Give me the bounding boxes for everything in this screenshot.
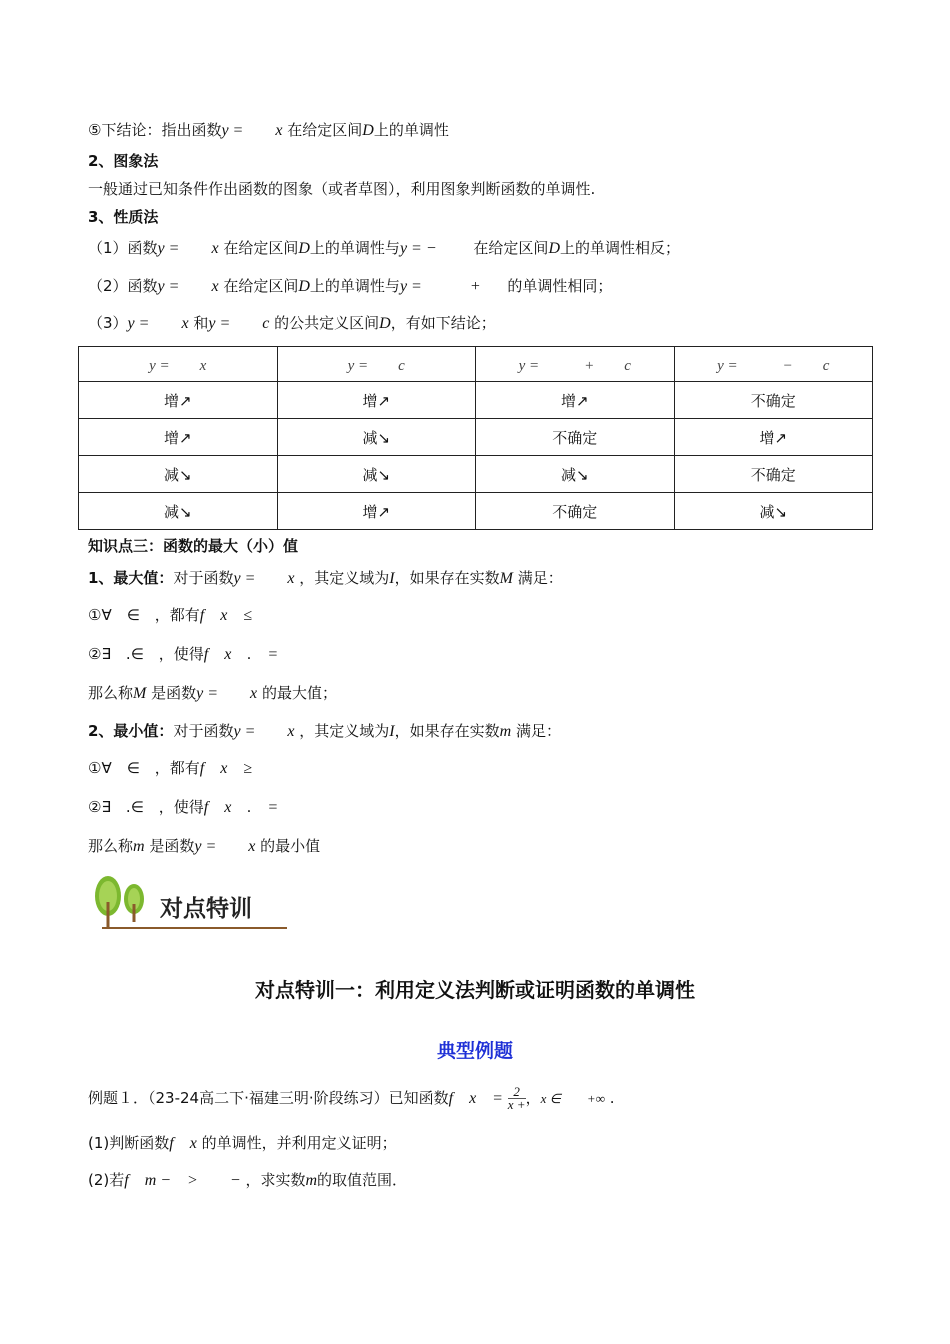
p1-b: 上的单调性与 bbox=[309, 239, 400, 257]
p3-c: ，有如下结论； bbox=[390, 314, 496, 332]
p1-d: D bbox=[298, 240, 310, 257]
step5-line bbox=[88, 120, 449, 141]
table-row bbox=[79, 382, 873, 419]
max-title: 1、最大值： bbox=[88, 569, 174, 587]
ex1-end: . bbox=[609, 1089, 615, 1107]
p2-a: 在给定区间 bbox=[223, 277, 299, 295]
table-cell: 减↘ bbox=[79, 456, 278, 493]
section-heading: 对点特训一：利用定义法判断或证明函数的单调性 bbox=[255, 978, 695, 1002]
min-c1-math: f x ≥ bbox=[199, 760, 253, 777]
p1-c: 在给定区间 bbox=[473, 239, 549, 257]
p2-b: 上的单调性与 bbox=[309, 277, 400, 295]
min-c2-math: f x . = bbox=[203, 799, 279, 816]
table-header: y = x bbox=[79, 347, 278, 382]
table-cell: 减↘ bbox=[79, 493, 278, 530]
step5-math: y = x bbox=[221, 122, 283, 139]
table-row bbox=[79, 456, 873, 493]
q1-b: 的单调性，并利用定义证明； bbox=[201, 1134, 397, 1152]
step5-b: 上的单调性 bbox=[373, 121, 449, 139]
interval-d: D bbox=[362, 122, 374, 139]
min-b: ，其定义域为 bbox=[299, 722, 390, 740]
min-a: 对于函数 bbox=[173, 722, 234, 740]
max-def bbox=[88, 568, 563, 589]
min-e: 那么称 bbox=[88, 837, 134, 855]
ex1-numerator: 2 bbox=[508, 1086, 526, 1099]
min-cond-1 bbox=[88, 758, 252, 779]
max-cond-2 bbox=[88, 644, 278, 665]
q1-math: f x bbox=[169, 1135, 197, 1152]
p3-lead: （3） bbox=[88, 314, 128, 332]
max-math: y = x bbox=[233, 570, 295, 587]
ex1-comma: ， bbox=[525, 1089, 541, 1107]
max-f: 是函数 bbox=[151, 684, 197, 702]
question-1 bbox=[88, 1133, 397, 1154]
s2-title: 2、图象法 bbox=[88, 152, 159, 170]
max-conclusion bbox=[88, 683, 337, 704]
max-c1: ①∀ ∈ ，都有 bbox=[88, 606, 200, 624]
p3-math1: y = x bbox=[127, 315, 189, 332]
q2-c: 的取值范围． bbox=[317, 1171, 408, 1189]
min-cond-2 bbox=[88, 797, 278, 818]
p1-lead: （1）函数 bbox=[88, 239, 158, 257]
table-row bbox=[79, 493, 873, 530]
step5-text: ⑤下结论：指出函数 bbox=[88, 121, 222, 139]
min-f: 是函数 bbox=[149, 837, 195, 855]
p1-d2: D bbox=[548, 240, 560, 257]
p3-math2: y = c bbox=[208, 315, 270, 332]
table-cell: 增↗ bbox=[674, 419, 873, 456]
max-c2: ②∃ .∈ ，使得 bbox=[88, 645, 204, 663]
min-m2: m bbox=[133, 838, 145, 855]
min-d: 满足： bbox=[515, 722, 561, 740]
min-c: ，如果存在实数 bbox=[394, 722, 500, 740]
table-cell: 减↘ bbox=[277, 419, 476, 456]
example-heading: 典型例题 bbox=[436, 1040, 513, 1062]
table-cell: 不确定 bbox=[674, 456, 873, 493]
max-b: ，其定义域为 bbox=[299, 569, 390, 587]
table-cell: 不确定 bbox=[476, 419, 675, 456]
min-m: m bbox=[499, 723, 512, 740]
k3-title: 知识点三：函数的最大（小）值 bbox=[88, 537, 299, 555]
max-c2-math: f x . = bbox=[203, 646, 279, 663]
q2-math: f m − > − bbox=[124, 1172, 241, 1189]
example-1 bbox=[88, 1086, 615, 1111]
q2-b: ，求实数 bbox=[245, 1171, 306, 1189]
table-cell: 增↗ bbox=[277, 493, 476, 530]
max-i: I bbox=[389, 570, 395, 587]
max-g: 的最大值； bbox=[261, 684, 337, 702]
prop-3 bbox=[88, 313, 496, 334]
table-cell: 减↘ bbox=[674, 493, 873, 530]
table-header: y = + c bbox=[476, 347, 675, 382]
p2-math1: y = x bbox=[157, 278, 219, 295]
max-a: 对于函数 bbox=[173, 569, 234, 587]
s3-title: 3、性质法 bbox=[88, 208, 159, 226]
p1-d-text: 上的单调性相反； bbox=[560, 239, 681, 257]
table-cell: 不确定 bbox=[476, 493, 675, 530]
min-math2: y = x bbox=[194, 838, 256, 855]
q2-m: m bbox=[305, 1172, 318, 1189]
max-m2: M bbox=[133, 685, 147, 702]
step5-a: 在给定区间 bbox=[287, 121, 363, 139]
badge-label: 对点特训 bbox=[160, 896, 252, 922]
max-d: 满足： bbox=[517, 569, 563, 587]
ex1-lead: 例题１．（23-24高二下·福建三明·阶段练习）已知函数 bbox=[88, 1089, 449, 1107]
min-g: 的最小值 bbox=[260, 837, 321, 855]
p2-d: D bbox=[298, 278, 310, 295]
p3-b: 的公共定义区间 bbox=[274, 314, 380, 332]
table-header: y = c bbox=[277, 347, 476, 382]
p2-math2: y = + bbox=[399, 278, 481, 295]
p3-d: D bbox=[379, 315, 391, 332]
table-header: y = − c bbox=[674, 347, 873, 382]
ex1-denominator: x + bbox=[507, 1097, 526, 1112]
p2-lead: （2）函数 bbox=[88, 277, 158, 295]
table-cell: 增↗ bbox=[79, 382, 278, 419]
min-title: 2、最小值： bbox=[88, 722, 174, 740]
p1-a: 在给定区间 bbox=[223, 239, 299, 257]
ex1-func: f x = bbox=[448, 1090, 503, 1107]
ex1-domain: x ∈ +∞ bbox=[540, 1091, 605, 1106]
ex1-fraction bbox=[508, 1086, 526, 1111]
q2-a: (2)若 bbox=[88, 1171, 125, 1189]
table-cell: 增↗ bbox=[277, 382, 476, 419]
table-cell: 减↘ bbox=[277, 456, 476, 493]
max-m: M bbox=[499, 570, 513, 587]
p1-math1: y = x bbox=[157, 240, 219, 257]
q1-a: (1)判断函数 bbox=[88, 1134, 170, 1152]
max-math2: y = x bbox=[196, 685, 258, 702]
prop-1 bbox=[88, 238, 680, 259]
min-def bbox=[88, 721, 561, 742]
question-2 bbox=[88, 1170, 407, 1191]
max-c: ，如果存在实数 bbox=[394, 569, 500, 587]
max-e: 那么称 bbox=[88, 684, 134, 702]
training-badge bbox=[92, 872, 292, 934]
min-math: y = x bbox=[233, 723, 295, 740]
min-i: I bbox=[389, 723, 395, 740]
min-conclusion bbox=[88, 836, 320, 857]
prop-2 bbox=[88, 276, 612, 297]
p3-and: 和 bbox=[193, 314, 209, 332]
min-c2: ②∃ .∈ ，使得 bbox=[88, 798, 204, 816]
s2-text: 一般通过已知条件作出函数的图象（或者草图），利用图象判断函数的单调性. bbox=[88, 180, 596, 198]
table-row bbox=[79, 419, 873, 456]
monotonicity-table bbox=[78, 346, 873, 530]
p1-math2: y = − bbox=[399, 240, 469, 257]
table-cell: 减↘ bbox=[476, 456, 675, 493]
table-cell: 不确定 bbox=[674, 382, 873, 419]
max-c1-math: f x ≤ bbox=[199, 607, 253, 624]
table-cell: 增↗ bbox=[79, 419, 278, 456]
table-header-row bbox=[79, 347, 873, 382]
table-cell: 增↗ bbox=[476, 382, 675, 419]
max-cond-1 bbox=[88, 605, 252, 626]
p2-d-text: 的单调性相同； bbox=[507, 277, 613, 295]
min-c1: ①∀ ∈ ，都有 bbox=[88, 759, 200, 777]
